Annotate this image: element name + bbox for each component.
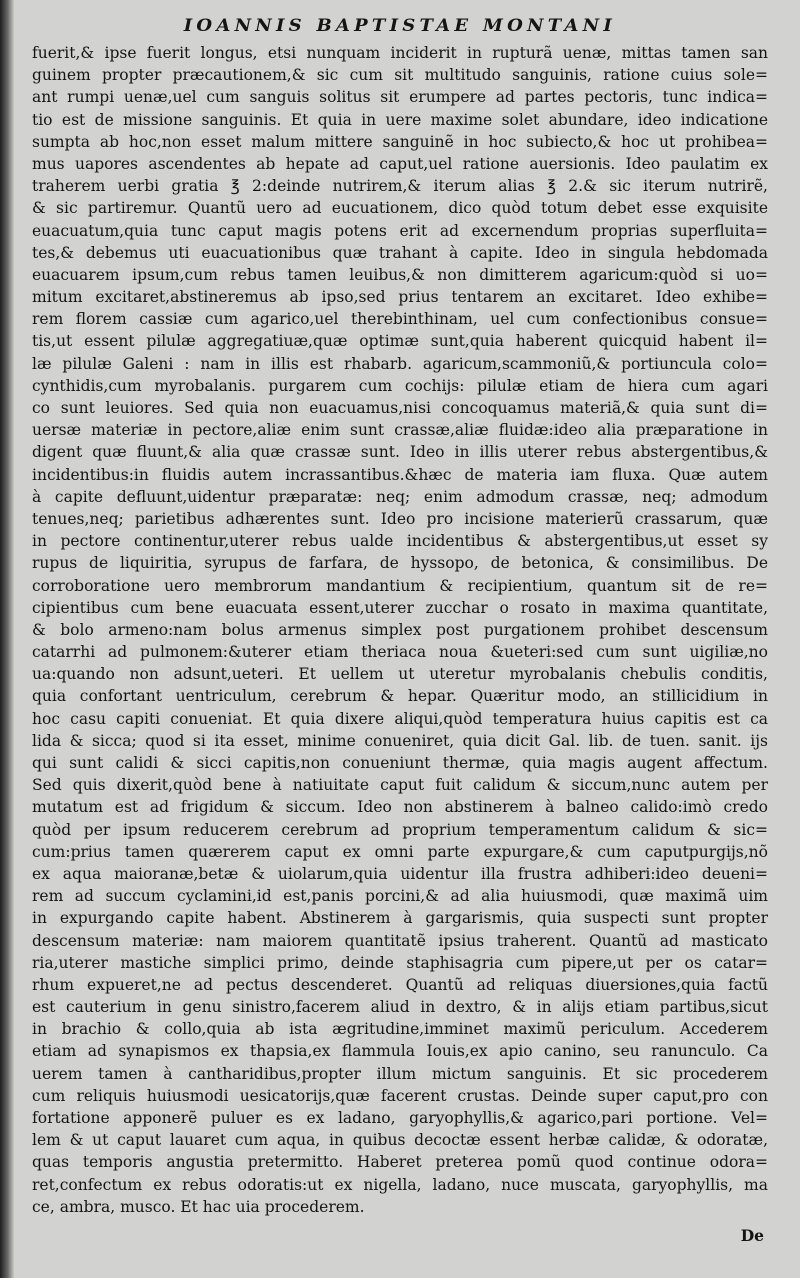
text-line: lem & ut caput lauaret cum aqua, in quibus decoctæ essent herbæ calidæ, & odoratæ, [32,1131,768,1150]
text-line: descensum materiæ: nam maiorem quantitatẽ ipsius traherent. Quantũ ad masticato [32,931,768,950]
text-line: uersæ materiæ in pectore,aliæ enim sunt crassæ,aliæ fluidæ:ideo alia præparatione in [32,421,768,440]
text-line: ria,uterer mastiche simplici primo, deinde staphisagria cum pipere,ut per os catar= [32,953,768,972]
running-head-text: IOANNIS BAPTISTAE MONTANI [183,16,617,36]
text-line: ret,confectum ex rebus odoratis:ut ex nigella, ladano, nuce muscata, garyophyllis, ma [32,1175,768,1194]
text-line: ant rumpi uenæ,uel cum sanguis solitus sit erumpere ad partes pectoris, tunc indica= [32,88,768,107]
text-line: euacuarem ipsum,cum rebus tamen leuibus,& non dimitterem agaricum:quòd si uo= [32,265,768,284]
text-line: lida & sicca; quod si ita esset, minime conueniret, quia dicit Gal. lib. de tuen. sanit. ijs [32,731,768,750]
text-line: quas temporis angustia pretermitto. Haberet preterea pomũ quod continue odora= [32,1153,768,1172]
text-line: mus uapores ascendentes ab hepate ad caput,uel ratione auersionis. Ideo paulatim ex [32,154,768,173]
text-line: uerem tamen à cantharidibus,propter illum mictum sanguinis. Et sic procederem [32,1064,768,1083]
text-line: rhum expueret,ne ad pectus descenderet. Quantũ ad reliquas diuersiones,quia factũ [32,975,768,994]
text-line: corroboratione uero membrorum mandantium & recipientium, quantum sit de re= [32,576,768,595]
running-head [0,16,800,36]
text-line: in expurgando capite habent. Abstinerem à gargarismis, quia suspecti sunt propter [32,909,768,928]
text-line: in pectore continentur,uterer rebus ualde incidentibus & abstergentibus,ut esset sy [32,532,768,551]
text-line: co sunt leuiores. Sed quia non euacuamus,nisi concoquamus materiã,& quia sunt di= [32,399,768,417]
catchword: De [740,1226,764,1245]
text-line: est cauterium in genu sinistro,facerem aliud in dextro, & in alijs etiam partibus,sicut [32,998,768,1017]
text-line: ua:quando non adsunt,ueteri. Et uellem ut uteretur myrobalanis chebulis conditis, [32,665,768,684]
text-line: in brachio & collo,quia ab ista ægritudine,imminet maximũ periculum. Accederem [32,1020,768,1039]
page-binding-edge [0,0,14,1278]
text-line: ex aqua maioranæ,betæ & uiolarum,quia uidentur illa frustra adhiberi:ideo deueni= [32,864,768,883]
text-line: quòd per ipsum reducerem cerebrum ad proprium temperamentum calidum & sic= [32,820,768,839]
text-line: tio est de missione sanguinis. Et quia in uere maxime solet abundare, ideo indicatione [32,110,768,129]
text-line: hoc casu capiti conueniat. Et quia dixere aliqui,quòd temperatura huius capitis est ca [32,709,768,728]
text-line: cynthidis,cum myrobalanis. purgarem cum cochijs: pilulæ etiam de hiera cum agari [32,376,768,395]
text-line: ce, ambra, musco. Et hac uia procederem. [32,1197,365,1216]
text-line: quia confortant uentriculum, cerebrum & hepar. Quæritur modo, an stillicidium in [32,687,768,706]
text-line: rem florem cassiæ cum agarico,uel therebinthinam, uel cum confectionibus consue= [32,310,768,329]
text-line: catarrhi ad pulmonem:&uterer etiam theriaca noua &ueteri:sed cum sunt uigiliæ,no [32,643,768,662]
text-line: cipientibus cum bene euacuata essent,uterer zucchar o rosato in maxima quantitate, [32,598,768,617]
text-line: cum reliquis huiusmodi uesicatorijs,quæ facerent crustas. Deinde super caput,pro con [32,1086,768,1105]
text-line: fuerit,& ipse fuerit longus, etsi nunquam inciderit in rupturã uenæ, mittas tamen san [32,44,768,62]
text-line: tes,& debemus uti euacuationibus quæ trahant à capite. Ideo in singula hebdomada [32,243,768,262]
text-line: & bolo armeno:nam bolus armenus simplex post purgationem prohibet descensum [32,620,768,639]
text-line: digent quæ fluunt,& alia quæ crassæ sunt. Ideo in illis uterer rebus abstergentibus,& [32,443,768,462]
text-line: & sic partiremur. Quantũ uero ad eucuationem, dico quòd totum debet esse exquisite [32,199,768,218]
text-line: euacuatum,quia tunc caput magis potens erit ad excernendum proprias superfluita= [32,221,768,240]
text-line: à capite defluunt,uidentur præparatæ: neq; enim admodum crassæ, neq; admodum [32,487,768,506]
text-line: guinem propter præcautionem,& sic cum sit multitudo sanguinis, ratione cuius sole= [32,66,768,85]
text-line: tis,ut essent pilulæ aggregatiuæ,quæ optimæ sunt,quia haberent quicquid habent il= [32,332,768,351]
text-line: læ pilulæ Galeni : nam in illis est rhabarb. agaricum,scammoniũ,& portiuncula colo= [32,354,768,373]
body-text [32,42,768,1218]
text-line: traherem uerbi gratia ℥ 2:deinde nutrirem,& iterum alias ℥ 2.& sic iterum nutrirẽ, [32,177,768,196]
text-line: incidentibus:in fluidis autem incrassantibus.&hæc de materia iam fluxa. Quæ autem [32,465,768,484]
text-line: cum:prius tamen quærerem caput ex omni parte expurgare,& cum caputpurgijs,nõ [32,842,768,861]
text-line: fortatione apponerẽ puluer es ex ladano, garyophyllis,& agarico,pari portione. Vel= [32,1109,768,1127]
text-line: mitum excitaret,abstineremus ab ipso,sed prius tentarem an excitaret. Ideo exhibe= [32,288,768,307]
text-line: Sed quis dixerit,quòd bene à natiuitate caput fuit calidum & siccum,nunc autem per [32,776,768,795]
text-line: tenues,neq; parietibus adhærentes sunt. Ideo pro incisione materierũ crassarum, quæ [32,509,768,528]
text-line: etiam ad synapismos ex thapsia,ex flammula Iouis,ex apio canino, seu ranunculo. Ca [32,1042,768,1061]
text-line: qui sunt calidi & sicci capitis,non conueniunt thermæ, quia magis augent affectum. [32,754,768,772]
text-line: rupus de liquiritia, syrupus de farfara, de hyssopo, de betonica, & consimilibus. De [32,554,768,573]
text-line: rem ad succum cyclamini,id est,panis porcini,& ad alia huiusmodi, quæ maximã uim [32,887,768,906]
text-line: mutatum est ad frigidum & siccum. Ideo non abstinerem à balneo calido:imò credo [32,798,768,817]
text-line: sumpta ab hoc,non esset malum mittere sanguinẽ in hoc subiecto,& hoc ut prohibea= [32,132,768,151]
